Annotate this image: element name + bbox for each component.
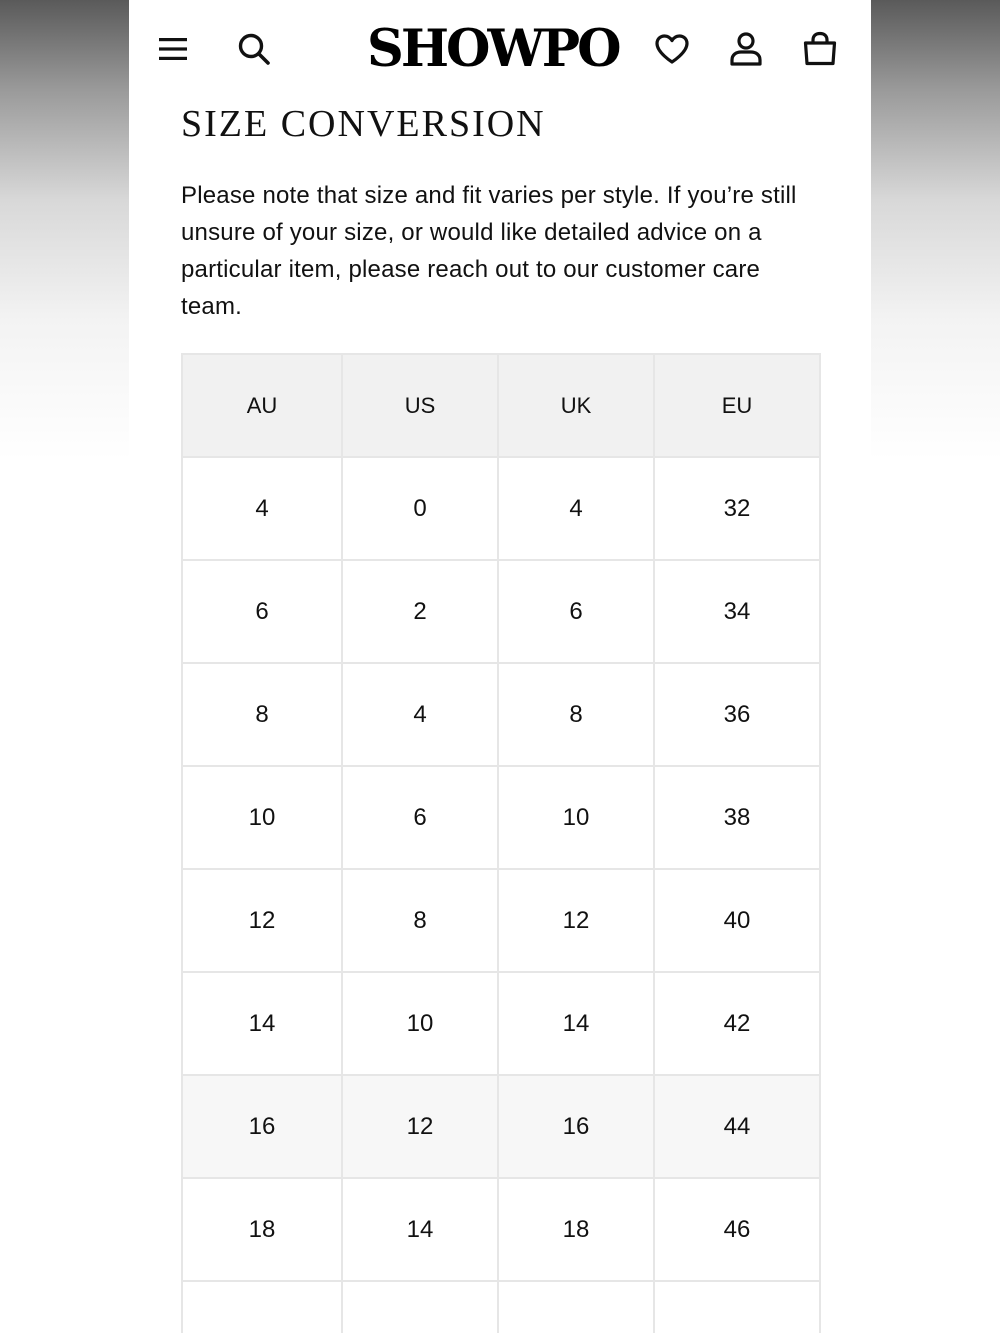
table-row — [182, 663, 820, 766]
menu-button[interactable] — [153, 29, 193, 69]
table-cell-uk: 6 — [498, 560, 654, 663]
table-cell-eu: 40 — [654, 869, 820, 972]
column-header-eu: EU — [654, 354, 820, 457]
table-cell-us: 4 — [342, 663, 498, 766]
table-cell-us: 10 — [342, 972, 498, 1075]
user-icon — [729, 31, 763, 67]
table-cell-eu: 44 — [654, 1075, 820, 1178]
heart-icon — [654, 33, 690, 65]
table-cell-eu: 46 — [654, 1178, 820, 1281]
column-header-au: AU — [182, 354, 342, 457]
table-cell-uk — [498, 1281, 654, 1333]
table-cell-au: 10 — [182, 766, 342, 869]
size-conversion-table — [181, 353, 821, 1333]
table-row — [182, 457, 820, 560]
table-cell-au: 14 — [182, 972, 342, 1075]
table-row — [182, 766, 820, 869]
hamburger-menu-icon — [157, 36, 189, 62]
table-row — [182, 560, 820, 663]
table-cell-uk: 8 — [498, 663, 654, 766]
table-cell-eu: 36 — [654, 663, 820, 766]
column-header-us: US — [342, 354, 498, 457]
site-header — [129, 0, 871, 100]
table-cell-us: 12 — [342, 1075, 498, 1178]
column-header-uk: UK — [498, 354, 654, 457]
search-icon — [236, 31, 272, 67]
table-row — [182, 1178, 820, 1281]
size-fit-note: Please note that size and fit varies per style. If you’re still unsure of your size, or would like detailed advice on a particular item, please reach out to our customer care team. — [181, 182, 797, 320]
table-cell-au: 16 — [182, 1075, 342, 1178]
table-cell-au: 12 — [182, 869, 342, 972]
table-cell-uk: 10 — [498, 766, 654, 869]
table-cell-eu: 32 — [654, 457, 820, 560]
table-cell-au — [182, 1281, 342, 1333]
table-cell-eu: 42 — [654, 972, 820, 1075]
table-cell-us: 0 — [342, 457, 498, 560]
table-cell-uk: 4 — [498, 457, 654, 560]
table-row — [182, 869, 820, 972]
table-cell-eu: 34 — [654, 560, 820, 663]
table-cell-uk: 12 — [498, 869, 654, 972]
table-cell-au: 6 — [182, 560, 342, 663]
table-row — [182, 1075, 820, 1178]
table-cell-au: 18 — [182, 1178, 342, 1281]
shopping-bag-button[interactable] — [800, 29, 840, 69]
table-cell-eu: 38 — [654, 766, 820, 869]
table-cell-uk: 16 — [498, 1075, 654, 1178]
table-cell-us: 8 — [342, 869, 498, 972]
showpo-logo[interactable]: SHOWPO — [367, 19, 619, 79]
table-cell-us: 2 — [342, 560, 498, 663]
table-cell-uk: 14 — [498, 972, 654, 1075]
shopping-bag-icon — [802, 31, 838, 67]
page-title: SIZE CONVERSION — [181, 103, 546, 145]
search-button[interactable] — [234, 29, 274, 69]
table-cell-eu — [654, 1281, 820, 1333]
wishlist-button[interactable] — [652, 29, 692, 69]
account-button[interactable] — [726, 29, 766, 69]
table-cell-us — [342, 1281, 498, 1333]
table-cell-au: 8 — [182, 663, 342, 766]
table-header-row — [182, 354, 820, 457]
table-cell-us: 6 — [342, 766, 498, 869]
table-cell-au: 4 — [182, 457, 342, 560]
page — [129, 0, 871, 1333]
table-cell-uk: 18 — [498, 1178, 654, 1281]
table-cell-us: 14 — [342, 1178, 498, 1281]
table-row — [182, 972, 820, 1075]
table-row — [182, 1281, 820, 1333]
